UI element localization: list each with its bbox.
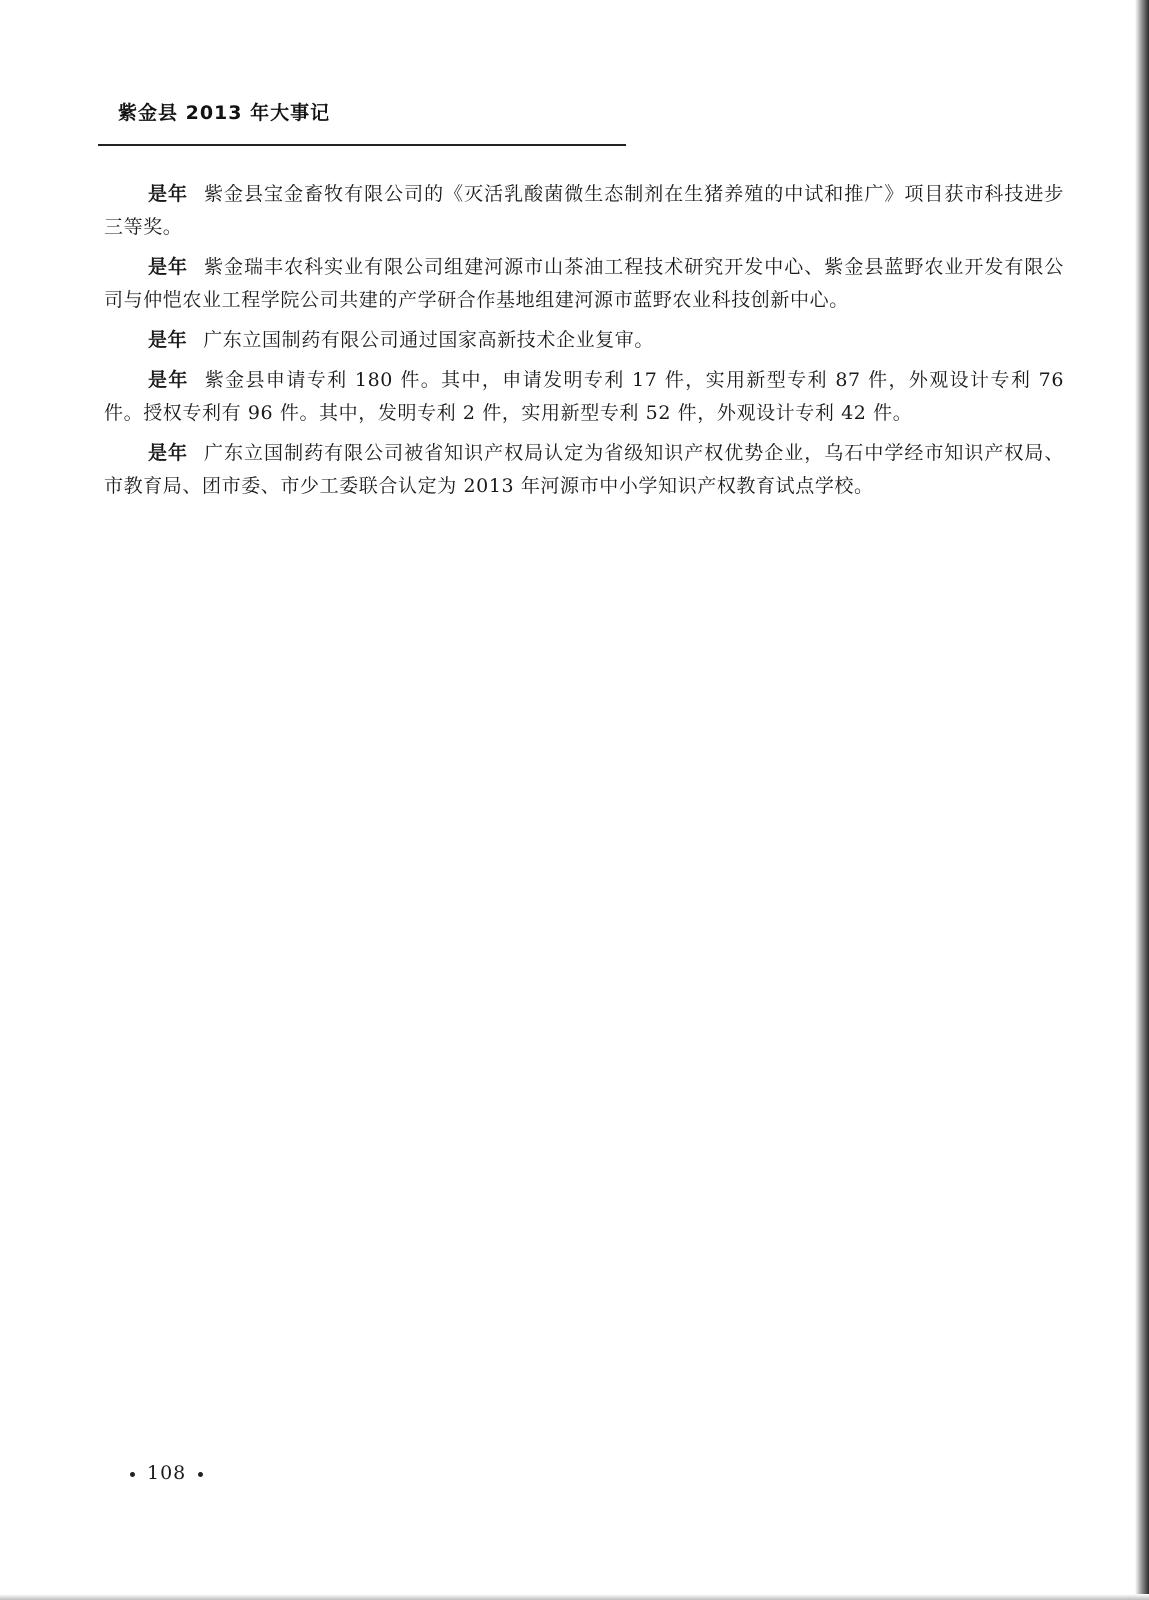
- running-head-title: 紫金县 2013 年大事记: [118, 102, 331, 124]
- chronicle-entry: [104, 364, 1064, 430]
- entry-label: 是年: [148, 369, 189, 391]
- page-number-footer: [118, 1462, 215, 1484]
- entry-text: 紫金县申请专利 180 件。其中，申请发明专利 17 件，实用新型专利 87 件，外观设计专利 76 件。授权专利有 96 件。其中，发明专利 2 件，实用新型专利 52 件，外观设计专利 42 件。: [104, 369, 1065, 424]
- entry-label: 是年: [148, 256, 189, 278]
- bullet-dot-icon: [198, 1472, 203, 1477]
- entry-text: 紫金县宝金畜牧有限公司的《灭活乳酸菌微生态制剂在生猪养殖的中试和推广》项目获市科技进步三等奖。: [104, 183, 1065, 238]
- chronicle-entry: [104, 251, 1064, 317]
- chronicle-entry: [104, 178, 1064, 244]
- chronicle-entries: [104, 178, 1064, 510]
- entry-label: 是年: [148, 329, 188, 351]
- entry-text: 广东立国制药有限公司被省知识产权局认定为省级知识产权优势企业，乌石中学经市知识产权局、市教育局、团市委、市少工委联合认定为 2013 年河源市中小学知识产权教育试点学校。: [104, 442, 1065, 497]
- entry-text: 广东立国制药有限公司通过国家高新技术企业复审。: [203, 329, 655, 351]
- scan-bottom-shadow: [0, 1594, 1149, 1600]
- header-rule: [98, 144, 626, 146]
- page-number: 108: [147, 1462, 187, 1484]
- bullet-dot-icon: [130, 1472, 135, 1477]
- chronicle-entry: [104, 437, 1064, 503]
- entry-label: 是年: [148, 183, 189, 205]
- scan-edge-shadow: [1135, 0, 1149, 1600]
- entry-text: 紫金瑞丰农科实业有限公司组建河源市山茶油工程技术研究开发中心、紫金县蓝野农业开发有限公司与仲恺农业工程学院公司共建的产学研合作基地组建河源市蓝野农业科技创新中心。: [104, 256, 1065, 311]
- entry-label: 是年: [148, 442, 189, 464]
- chronicle-entry: [104, 324, 1064, 357]
